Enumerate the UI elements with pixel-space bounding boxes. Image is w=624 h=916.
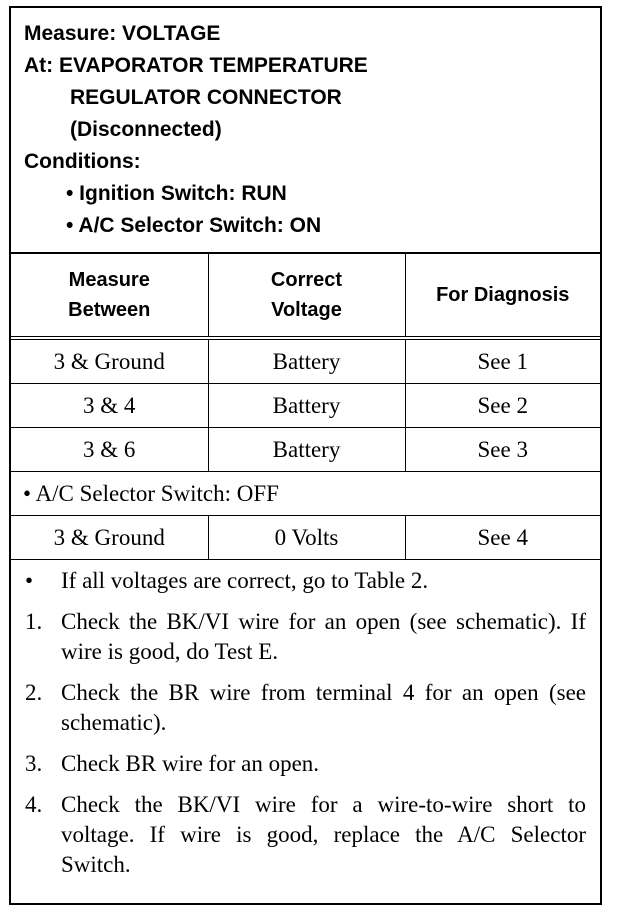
subcondition-text: • A/C Selector Switch: OFF (11, 472, 600, 516)
note-text: Check BR wire for an open. (61, 751, 320, 776)
cell-between: 3 & 4 (11, 384, 208, 428)
note-item (25, 790, 586, 880)
col-for-diagnosis: For Diagnosis (405, 254, 600, 338)
note-text: Check the BK/VI wire for an open (see schematic). If wire is good, do Test E. (61, 609, 586, 664)
cell-between: 3 & 6 (11, 428, 208, 472)
location-line-2: REGULATOR CONNECTOR (70, 86, 342, 109)
condition-ignition: • Ignition Switch: RUN (66, 182, 287, 205)
cell-voltage: 0 Volts (208, 516, 405, 560)
conditions-label: Conditions: (24, 150, 141, 173)
test-table-frame (9, 6, 602, 905)
cell-voltage: Battery (208, 428, 405, 472)
location-line-1: At: EVAPORATOR TEMPERATURE (24, 54, 368, 77)
diagnosis-notes (11, 560, 600, 880)
note-marker: 3. (25, 751, 43, 776)
cell-diagnosis: See 1 (405, 338, 600, 384)
note-text: If all voltages are correct, go to Table 2. (61, 568, 429, 593)
voltage-table (11, 254, 600, 560)
cell-diagnosis: See 4 (405, 516, 600, 560)
note-item (25, 678, 586, 738)
cell-diagnosis: See 2 (405, 384, 600, 428)
note-item (25, 749, 586, 779)
table-header-row (11, 254, 600, 338)
cell-diagnosis: See 3 (405, 428, 600, 472)
cell-voltage: Battery (208, 338, 405, 384)
note-marker: 2. (25, 680, 43, 705)
table-row (11, 516, 600, 560)
note-text: Check the BR wire from terminal 4 for an open (see schematic). (61, 680, 586, 735)
note-marker: 4. (25, 792, 43, 817)
table-row (11, 338, 600, 384)
location-line-3: (Disconnected) (70, 118, 222, 141)
measure-title: Measure: VOLTAGE (24, 22, 221, 45)
table-row (11, 384, 600, 428)
note-marker: • (25, 568, 34, 593)
note-item (25, 566, 586, 596)
note-text: Check the BK/VI wire for a wire-to-wire short to voltage. If wire is good, replace the A/C Selector Switch. (61, 792, 586, 877)
cell-between: 3 & Ground (11, 516, 208, 560)
table-row (11, 428, 600, 472)
note-marker: 1. (25, 609, 43, 634)
cell-voltage: Battery (208, 384, 405, 428)
cell-between: 3 & Ground (11, 338, 208, 384)
subcondition-row (11, 472, 600, 516)
col-correct-voltage: Correct Voltage (208, 254, 405, 338)
test-header (11, 8, 600, 254)
condition-ac-selector: • A/C Selector Switch: ON (66, 214, 322, 237)
note-item (25, 607, 586, 667)
col-measure-between: Measure Between (11, 254, 208, 338)
